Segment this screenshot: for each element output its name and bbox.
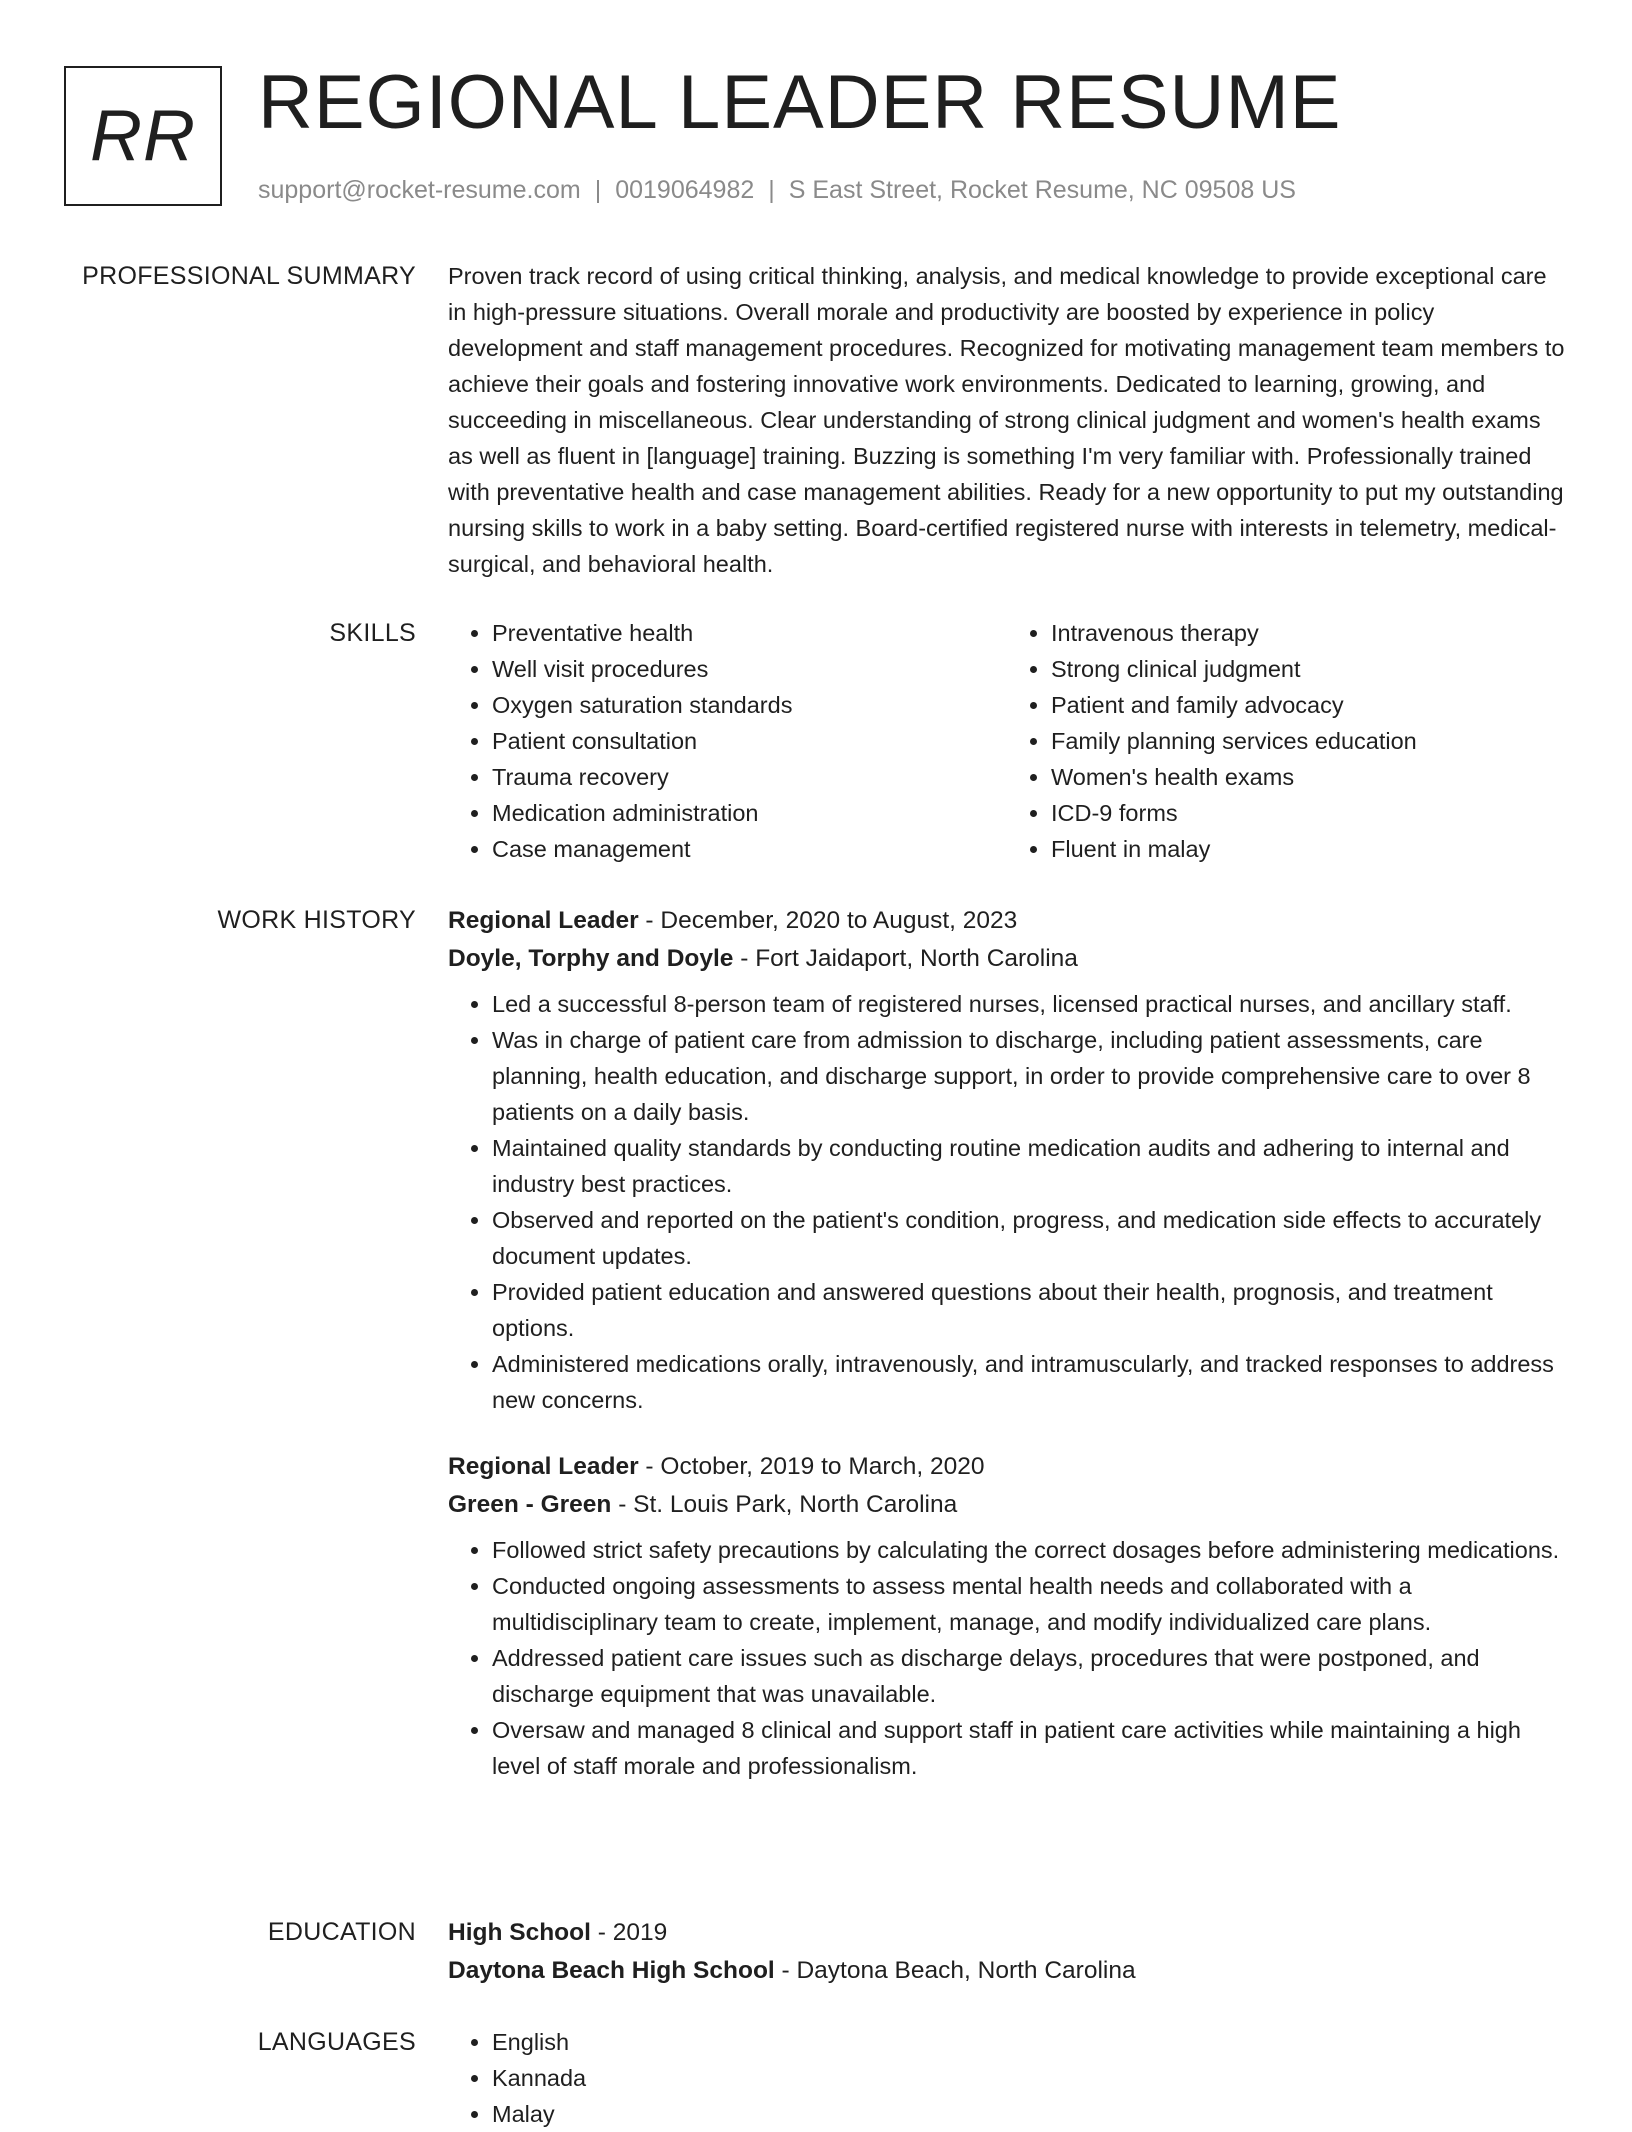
job-title: Regional Leader bbox=[448, 907, 639, 934]
contact-email: support@rocket-resume.com bbox=[258, 176, 581, 204]
education-location: - Daytona Beach, North Carolina bbox=[774, 1957, 1136, 1984]
job-bullet: • Administered medications orally, intravenously, and intramuscularly, and tracked responses to address new concerns. bbox=[492, 1346, 1566, 1418]
contact-line bbox=[258, 174, 1296, 206]
skill-item: • Case management bbox=[492, 831, 1007, 867]
job-bullet: • Was in charge of patient care from admission to discharge, including patient assessments, care planning, health education, and discharge support, in order to provide comprehensive care to over 8 patients on a daily basis. bbox=[492, 1022, 1566, 1130]
summary-body bbox=[448, 258, 1566, 582]
skill-item: • Fluent in malay bbox=[1051, 831, 1566, 867]
job-bullet: • Observed and reported on the patient's condition, progress, and medication side effects to accurately document updates. bbox=[492, 1202, 1566, 1274]
contact-separator: | bbox=[594, 176, 602, 204]
job-entry bbox=[448, 1448, 1566, 1784]
skill-item: • Oxygen saturation standards bbox=[492, 687, 1007, 723]
education-school: Daytona Beach High School bbox=[448, 1957, 775, 1984]
education-school-line bbox=[448, 1952, 1566, 1990]
education-degree: High School bbox=[448, 1919, 591, 1946]
job-bullet: • Oversaw and managed 8 clinical and support staff in patient care activities while maintaining a high level of staff morale and professionalism. bbox=[492, 1712, 1566, 1784]
skill-item: • Well visit procedures bbox=[492, 651, 1007, 687]
language-item: • Kannada bbox=[492, 2060, 1566, 2096]
work-history-body bbox=[448, 902, 1566, 1814]
skill-item: • Trauma recovery bbox=[492, 759, 1007, 795]
education-year: - 2019 bbox=[590, 1919, 668, 1946]
summary-text: Proven track record of using critical thinking, analysis, and medical knowledge to provide exceptional care in high-pressure situations. Overall morale and productivity are boosted by experience in policy development and staff management procedures. Recognized for motivating management team members to achieve their goals and fostering innovative work environments. Dedicated to learning, growing, and succeeding in miscellaneous. Clear understanding of strong clinical judgment and women's health exams as well as fluent in [language] training. Buzzing is something I'm very familiar with. Professionally trained with preventative health and case management abilities. Ready for a new opportunity to put my outstanding nursing skills to work in a baby setting. Board-certified registered nurse with interests in telemetry, medical-surgical, and behavioral health. bbox=[448, 263, 1565, 577]
job-bullet: • Provided patient education and answered questions about their health, prognosis, and treatment options. bbox=[492, 1274, 1566, 1346]
job-bullet: • Led a successful 8-person team of registered nurses, licensed practical nurses, and ancillary staff. bbox=[492, 986, 1566, 1022]
skill-item: • Intravenous therapy bbox=[1051, 615, 1566, 651]
job-dates: - December, 2020 to August, 2023 bbox=[638, 907, 1018, 934]
job-location: - Fort Jaidaport, North Carolina bbox=[733, 945, 1078, 972]
contact-separator: | bbox=[768, 176, 775, 204]
section-label-skills: SKILLS bbox=[329, 619, 416, 647]
job-bullet: • Maintained quality standards by conducting routine medication audits and adhering to internal and industry best practices. bbox=[492, 1130, 1566, 1202]
job-dates: - October, 2019 to March, 2020 bbox=[638, 1453, 985, 1480]
skill-item: • Medication administration bbox=[492, 795, 1007, 831]
skill-item: • Patient and family advocacy bbox=[1051, 687, 1566, 723]
page-title: REGIONAL LEADER RESUME bbox=[258, 60, 1342, 145]
language-item: • English bbox=[492, 2024, 1566, 2060]
skills-body bbox=[448, 615, 1566, 867]
job-title-line bbox=[448, 902, 1566, 940]
skill-item: • Patient consultation bbox=[492, 723, 1007, 759]
job-title: Regional Leader bbox=[448, 1453, 639, 1480]
job-bullets bbox=[448, 986, 1566, 1418]
education-body bbox=[448, 1914, 1566, 1990]
job-entry bbox=[448, 902, 1566, 1418]
skill-item: • Family planning services education bbox=[1051, 723, 1566, 759]
job-bullet: • Followed strict safety precautions by calculating the correct dosages before administering medications. bbox=[492, 1532, 1566, 1568]
language-item: • Malay bbox=[492, 2096, 1566, 2132]
skill-item: • ICD-9 forms bbox=[1051, 795, 1566, 831]
section-label-summary: PROFESSIONAL SUMMARY bbox=[82, 262, 416, 290]
job-company-line bbox=[448, 940, 1566, 978]
skill-item: • Women's health exams bbox=[1051, 759, 1566, 795]
monogram-text: RR bbox=[90, 96, 196, 176]
job-company: Green - Green bbox=[448, 1491, 612, 1518]
section-label-languages: LANGUAGES bbox=[257, 2028, 416, 2056]
contact-phone: 0019064982 bbox=[615, 176, 755, 204]
section-label-work: WORK HISTORY bbox=[217, 906, 416, 934]
job-bullet: • Addressed patient care issues such as discharge delays, procedures that were postponed, and discharge equipment that was unavailable. bbox=[492, 1640, 1566, 1712]
skill-item: • Strong clinical judgment bbox=[1051, 651, 1566, 687]
monogram-logo bbox=[64, 66, 222, 206]
education-degree-line bbox=[448, 1914, 1566, 1952]
skills-list-right bbox=[1007, 615, 1566, 867]
skill-item: • Preventative health bbox=[492, 615, 1007, 651]
job-bullets bbox=[448, 1532, 1566, 1784]
job-title-line bbox=[448, 1448, 1566, 1486]
section-label-education: EDUCATION bbox=[267, 1918, 416, 1946]
languages-list bbox=[448, 2024, 1566, 2132]
job-company-line bbox=[448, 1486, 1566, 1524]
skills-list-left bbox=[448, 615, 1007, 867]
job-location: - St. Louis Park, North Carolina bbox=[611, 1491, 958, 1518]
languages-body bbox=[448, 2024, 1566, 2132]
contact-address: S East Street, Rocket Resume, NC 09508 US bbox=[788, 176, 1296, 204]
job-bullet: • Conducted ongoing assessments to assess mental health needs and collaborated with a multidisciplinary team to create, implement, manage, and modify individualized care plans. bbox=[492, 1568, 1566, 1640]
job-company: Doyle, Torphy and Doyle bbox=[448, 945, 734, 972]
